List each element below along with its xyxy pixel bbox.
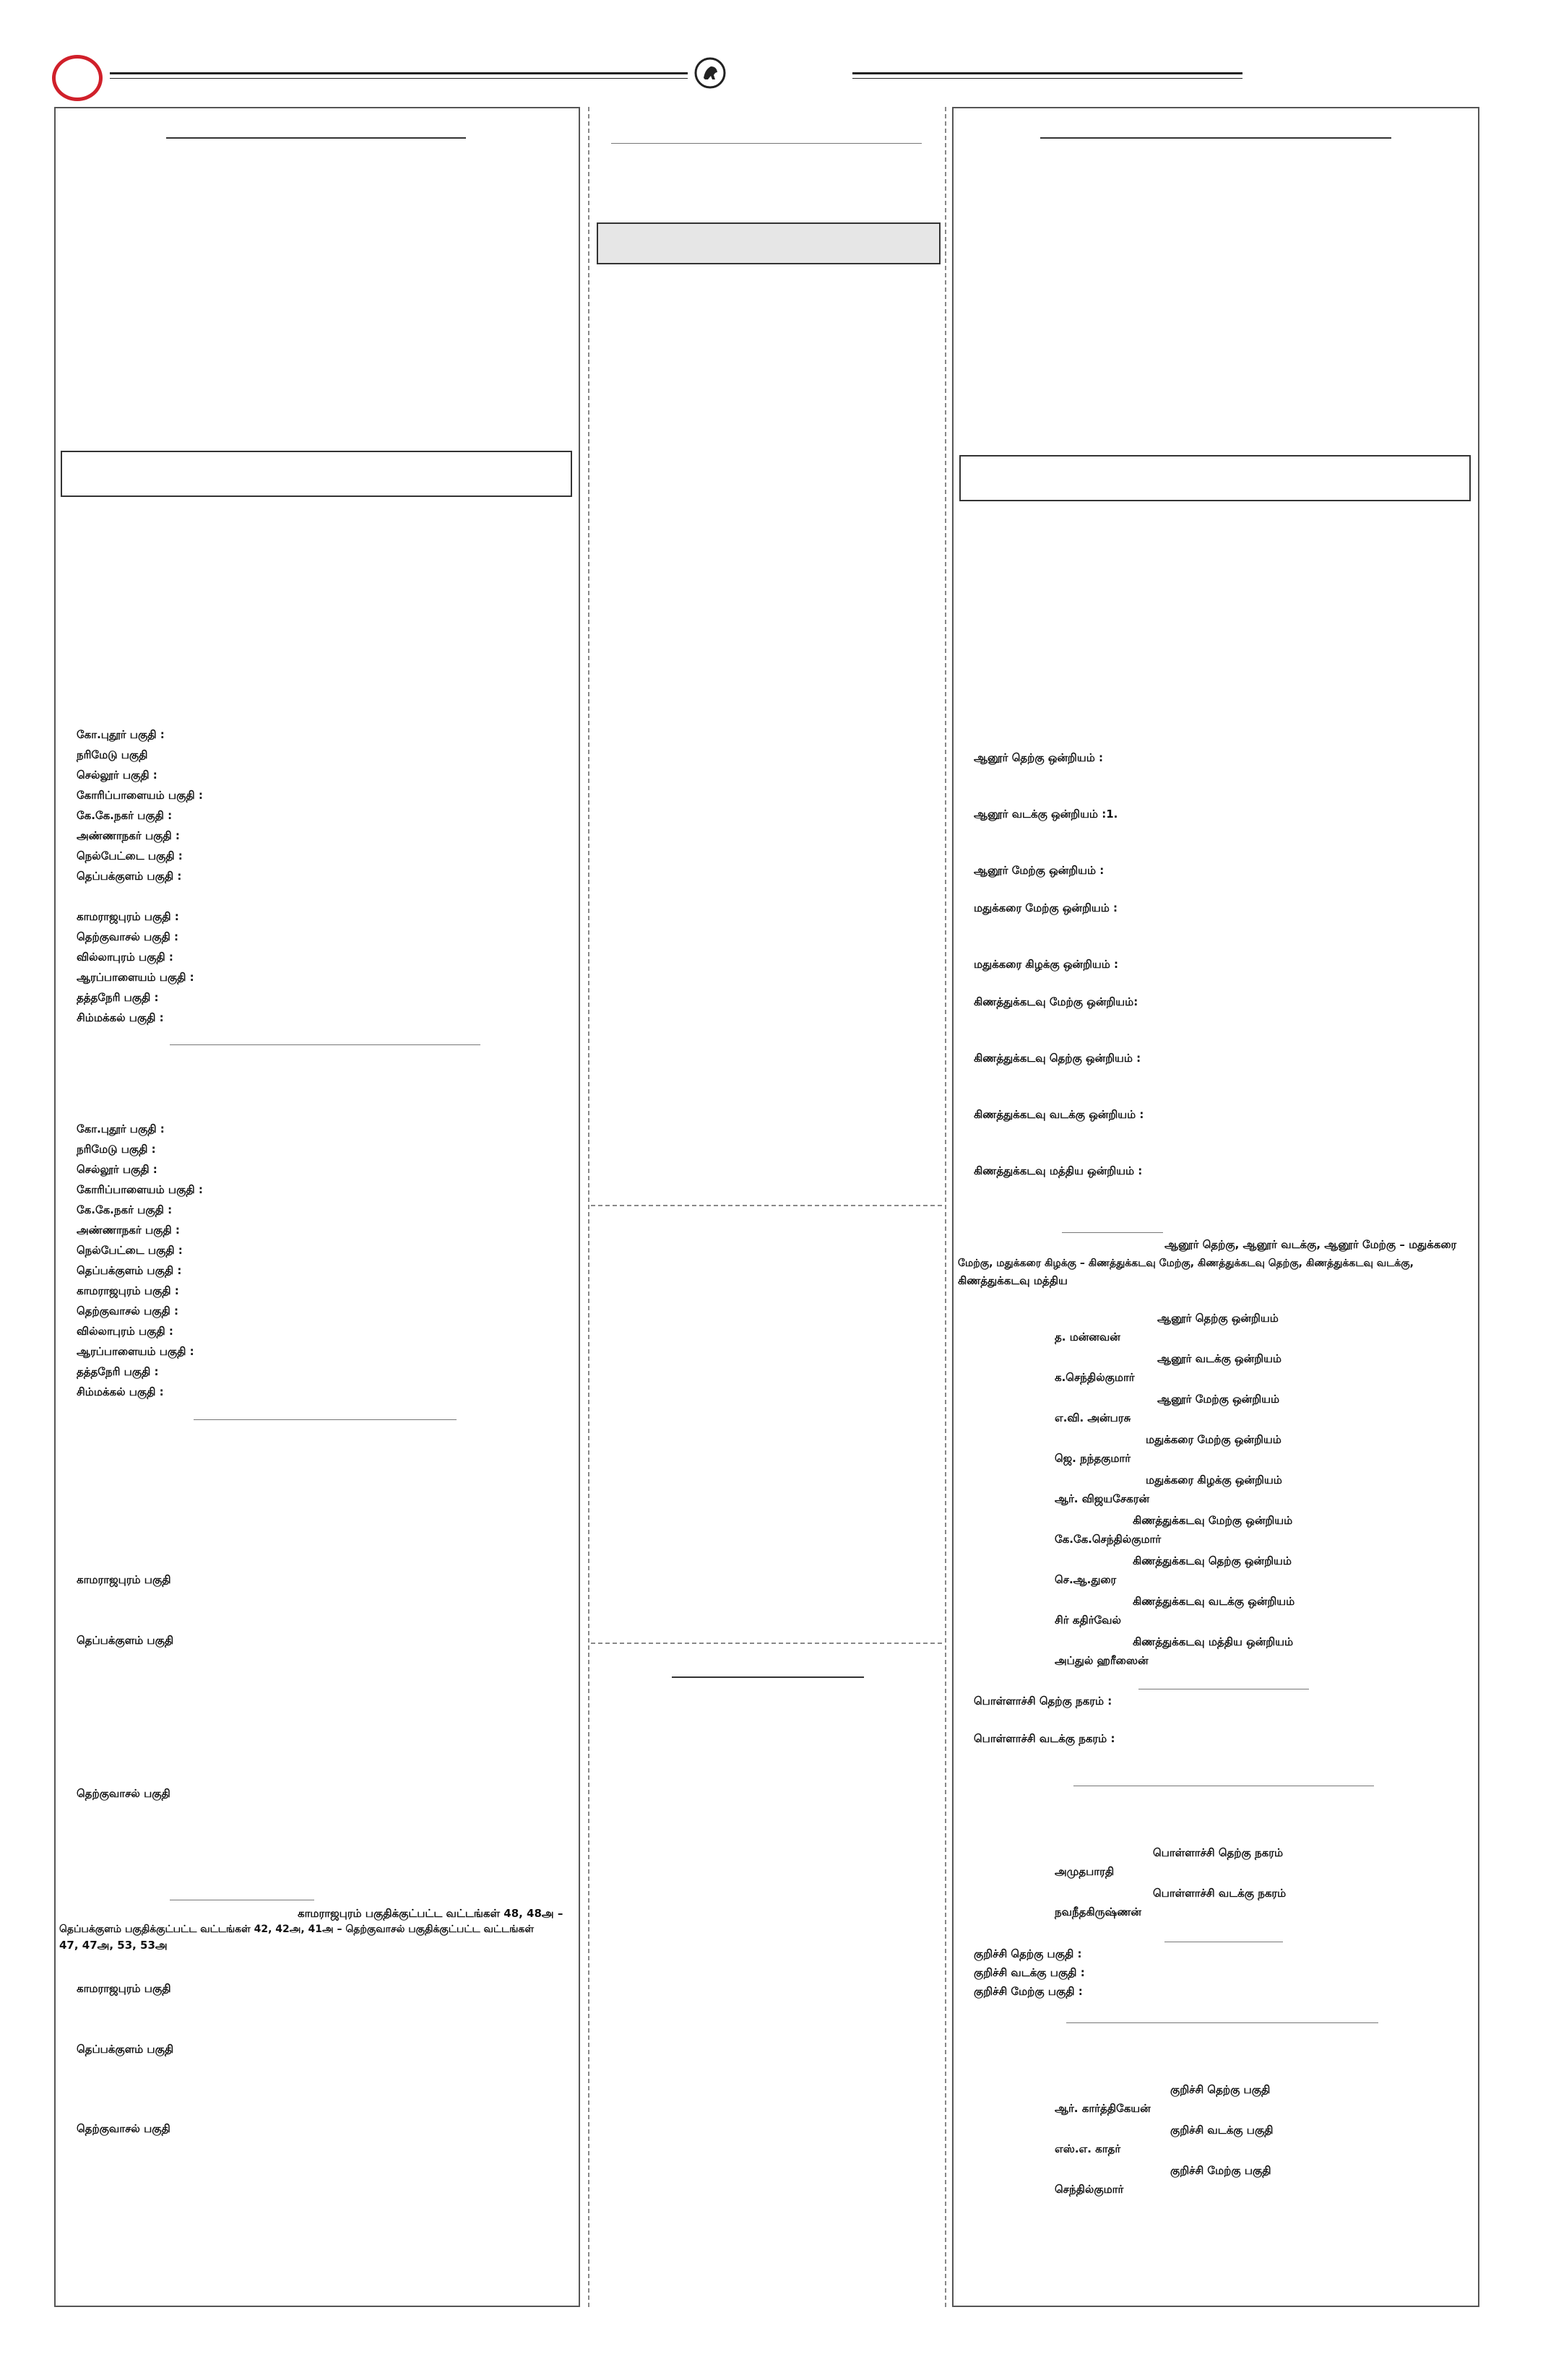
- right-union-6: கிணத்துக்கடவு மேற்கு ஒன்றியம்:: [974, 995, 1138, 1008]
- right-section-rule-5: [1066, 2022, 1378, 2023]
- left-section-rule-1: [170, 1044, 480, 1045]
- left-area-therkuvasal: தெற்குவாசல் பகுதி: [77, 1787, 170, 1800]
- left-area-13: தத்தநேரி பகுதி :: [77, 991, 159, 1004]
- pollachi-assign-name-2: நவநீதகிருஷ்ணன்: [1055, 1905, 1141, 1918]
- right-para-1: ஆனூர் தெற்கு, ஆனூர் வடக்கு, ஆனூர் மேற்கு – மதுக்கரை: [1164, 1238, 1457, 1251]
- pollachi-north-label: பொள்ளாச்சி வடக்கு நகரம் :: [974, 1732, 1115, 1745]
- kurichi-assign-name-2: எஸ்.எ. காதர்: [1055, 2142, 1121, 2155]
- header-rule-left-2: [110, 78, 688, 79]
- assign-name-8: சிர் கதிர்வேல்: [1055, 1614, 1121, 1627]
- right-subhead-box: [959, 455, 1471, 501]
- kurichi-north-label: குறிச்சி வடக்கு பகுதி :: [974, 1966, 1085, 1979]
- left-list-4: கோரிப்பாளையம் பகுதி :: [77, 1183, 203, 1196]
- assign-union-1: ஆனூர் தெற்கு ஒன்றியம்: [1157, 1312, 1279, 1325]
- assign-union-7: கிணத்துக்கடவு தெற்கு ஒன்றியம்: [1133, 1554, 1292, 1567]
- kurichi-assign-name-3: செந்தில்குமார்: [1055, 2183, 1124, 2196]
- right-union-8: கிணத்துக்கடவு வடக்கு ஒன்றியம் :: [974, 1108, 1144, 1121]
- right-headline-rule: [1040, 137, 1391, 139]
- assign-name-9: அப்துல் ஹரீஸைன்: [1055, 1654, 1149, 1667]
- left-list-5: கே.கே.நகர் பகுதி :: [77, 1203, 173, 1216]
- assign-name-1: த. மன்னவன்: [1055, 1330, 1120, 1343]
- right-union-7: கிணத்துக்கடவு தெற்கு ஒன்றியம் :: [974, 1052, 1141, 1065]
- left-area-1: கோ.புதூர் பகுதி :: [77, 728, 165, 741]
- right-union-9: கிணத்துக்கடவு மத்திய ஒன்றியம் :: [974, 1164, 1143, 1177]
- right-section-rule-1: [1062, 1232, 1163, 1233]
- left-list-2: நரிமேடு பகுதி :: [77, 1143, 156, 1156]
- pollachi-assign-union-2: பொள்ளாச்சி வடக்கு நகரம்: [1153, 1887, 1287, 1900]
- assign-union-8: கிணத்துக்கடவு வடக்கு ஒன்றியம்: [1133, 1595, 1295, 1608]
- left-area-12: ஆரப்பாளையம் பகுதி :: [77, 971, 194, 984]
- kurichi-south-label: குறிச்சி தெற்கு பகுதி :: [974, 1947, 1082, 1960]
- left-list-7: நெல்பேட்டை பகுதி :: [77, 1244, 183, 1257]
- kurichi-assign-union-3: குறிச்சி மேற்கு பகுதி: [1170, 2164, 1271, 2177]
- header-rule-right-2: [852, 78, 1242, 79]
- left-list-12: ஆரப்பாளையம் பகுதி :: [77, 1345, 194, 1358]
- left-section-rule-2: [194, 1419, 457, 1420]
- right-union-2: ஆனூர் வடக்கு ஒன்றியம் :1.: [974, 808, 1118, 821]
- left-area-7: நெல்பேட்டை பகுதி :: [77, 849, 183, 862]
- middle-dashed-rule-1: [591, 1205, 942, 1206]
- left-area-2: நரிமேடு பகுதி: [77, 748, 148, 761]
- right-union-4: மதுக்கரை மேற்கு ஒன்றியம் :: [974, 901, 1118, 914]
- left-area-10: தெற்குவாசல் பகுதி :: [77, 930, 178, 943]
- kurichi-west-label: குறிச்சி மேற்கு பகுதி :: [974, 1985, 1083, 1998]
- left-area-9: காமராஜபுரம் பகுதி :: [77, 910, 179, 923]
- left-area-3: செல்லூர் பகுதி :: [77, 769, 157, 782]
- left-paragraph-line2: தெப்பக்குளம் பகுதிக்குட்பட்ட வட்டங்கள் 42, 42அ, 41அ – தெற்குவாசல் பகுதிக்குட்பட்ட வட்டங்கள்: [59, 1924, 535, 1935]
- left-list-13: தத்தநேரி பகுதி :: [77, 1365, 159, 1378]
- left-list-8: தெப்பக்குளம் பகுதி :: [77, 1264, 182, 1277]
- middle-grey-box: [597, 222, 941, 264]
- kurichi-assign-name-1: ஆர். கார்த்திகேயன்: [1055, 2102, 1151, 2115]
- left-list-14: சிம்மக்கல் பகுதி :: [77, 1385, 164, 1398]
- left-subhead-box: [61, 451, 572, 497]
- assign-union-2: ஆனூர் வடக்கு ஒன்றியம்: [1157, 1352, 1282, 1365]
- left-list-1: கோ.புதூர் பகுதி :: [77, 1122, 165, 1135]
- middle-headline-rule: [611, 143, 922, 144]
- left-area-theppakulam: தெப்பக்குளம் பகுதி: [77, 1634, 174, 1647]
- assign-name-3: எ.வி. அன்பரசு: [1055, 1411, 1131, 1424]
- left-list-9: காமராஜபுரம் பகுதி :: [77, 1284, 179, 1297]
- assign-name-6: கே.கே.செந்தில்குமார்: [1055, 1533, 1162, 1546]
- pollachi-south-label: பொள்ளாச்சி தெற்கு நகரம் :: [974, 1695, 1112, 1708]
- kurichi-assign-union-2: குறிச்சி வடக்கு பகுதி: [1170, 2124, 1274, 2137]
- left-paragraph-line3: 47, 47அ, 53, 53அ: [59, 1939, 168, 1952]
- assign-name-2: க.செந்தில்குமார்: [1055, 1371, 1135, 1384]
- header-rule-right: [852, 72, 1242, 74]
- left-area-11: வில்லாபுரம் பகுதி :: [77, 951, 173, 964]
- left-paragraph-line1: காமராஜபுரம் பகுதிக்குட்பட்ட வட்டங்கள் 48, 48அ –: [298, 1907, 563, 1920]
- assign-union-9: கிணத்துக்கடவு மத்திய ஒன்றியம்: [1133, 1635, 1294, 1648]
- emblem-icon: [693, 56, 727, 90]
- assign-name-5: ஆர். விஜயசேகரன்: [1055, 1492, 1150, 1505]
- column-divider-left: [588, 107, 589, 2307]
- left-headline-rule: [166, 137, 466, 139]
- right-union-5: மதுக்கரை கிழக்கு ஒன்றியம் :: [974, 958, 1119, 971]
- right-para-3: கிணத்துக்கடவு மத்திய: [958, 1274, 1068, 1287]
- left-area-therkuvasal-2: தெற்குவாசல் பகுதி: [77, 2122, 170, 2135]
- assign-union-4: மதுக்கரை மேற்கு ஒன்றியம்: [1146, 1433, 1281, 1446]
- left-area-kamarajapuram-2: காமராஜபுரம் பகுதி: [77, 1982, 171, 1995]
- left-list-10: தெற்குவாசல் பகுதி :: [77, 1304, 178, 1317]
- header-rule-left: [110, 72, 688, 74]
- left-area-theppakulam-2: தெப்பக்குளம் பகுதி: [77, 2043, 174, 2056]
- left-area-5: கே.கே.நகர் பகுதி :: [77, 809, 173, 822]
- middle-rule-3: [672, 1676, 864, 1678]
- right-union-1: ஆனூர் தெற்கு ஒன்றியம் :: [974, 751, 1103, 764]
- assign-name-4: ஜெ. நந்தகுமார்: [1055, 1452, 1131, 1465]
- left-area-14: சிம்மக்கல் பகுதி :: [77, 1011, 164, 1024]
- left-area-8: தெப்பக்குளம் பகுதி :: [77, 870, 182, 883]
- pollachi-assign-name-1: அமுதபாரதி: [1055, 1865, 1115, 1878]
- assign-union-5: மதுக்கரை கிழக்கு ஒன்றியம்: [1146, 1474, 1282, 1487]
- left-area-kamarajapuram: காமராஜபுரம் பகுதி: [77, 1573, 171, 1586]
- kurichi-assign-union-1: குறிச்சி தெற்கு பகுதி: [1170, 2083, 1271, 2096]
- left-list-3: செல்லூர் பகுதி :: [77, 1163, 157, 1176]
- assign-union-3: ஆனூர் மேற்கு ஒன்றியம்: [1157, 1393, 1280, 1406]
- assign-name-7: செ.ஆ.துரை: [1055, 1573, 1117, 1586]
- left-list-6: அண்ணாநகர் பகுதி :: [77, 1224, 180, 1237]
- pollachi-assign-union-1: பொள்ளாச்சி தெற்கு நகரம்: [1153, 1846, 1284, 1859]
- right-union-3: ஆனூர் மேற்கு ஒன்றியம் :: [974, 864, 1105, 877]
- assign-union-6: கிணத்துக்கடவு மேற்கு ஒன்றியம்: [1133, 1514, 1293, 1527]
- middle-dashed-rule-2: [591, 1643, 942, 1644]
- masthead-red-circle: [52, 55, 103, 101]
- left-area-6: அண்ணாநகர் பகுதி :: [77, 829, 180, 842]
- column-divider-right: [945, 107, 946, 2307]
- right-para-2: மேற்கு, மதுக்கரை கிழக்கு – கிணத்துக்கடவு மேற்கு, கிணத்துக்கடவு தெற்கு, கிணத்துக்கடவு வடக்கு,: [958, 1258, 1414, 1269]
- left-area-4: கோரிப்பாளையம் பகுதி :: [77, 789, 203, 802]
- left-list-11: வில்லாபுரம் பகுதி :: [77, 1325, 173, 1338]
